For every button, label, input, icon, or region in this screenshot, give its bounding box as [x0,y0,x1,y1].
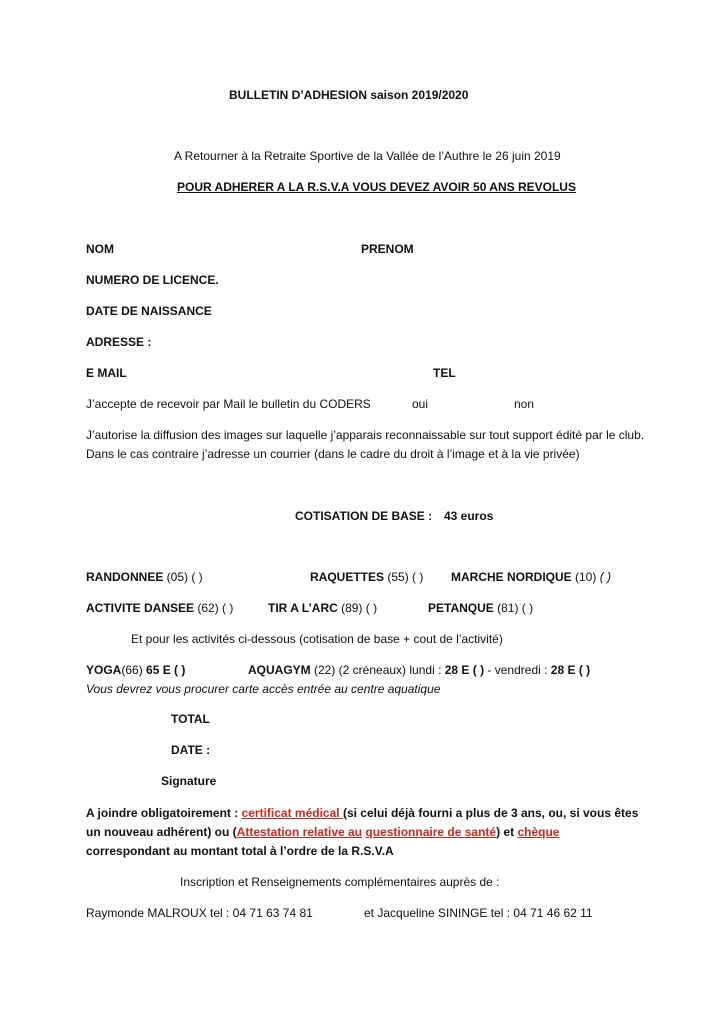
aquagym-lundi: 28 E ( ) [444,663,485,677]
activity-raquettes [310,569,423,585]
tel-label: TEL [433,366,456,380]
document-title: BULLETIN D’ADHESION saison 2019/2020 [229,88,469,102]
marche-name: MARCHE NORDIQUE [451,570,572,584]
aquagym-vendredi: 28 E ( ) [550,663,591,677]
activity-randonnee [86,569,203,585]
activity-danse [86,600,233,616]
contact-sininge: et Jacqueline SININGE tel : 04 71 46 62 11 [364,906,593,920]
nom-label: NOM [86,242,114,256]
activity-marche-nordique [451,569,611,585]
consent-non: non [514,397,535,411]
tir-name: TIR A L’ARC [268,601,338,615]
cheque-link: chèque [517,825,560,839]
randonnee-name: RANDONNEE [86,570,164,584]
raquettes-name: RAQUETTES [310,570,385,584]
consent-oui: oui [412,397,429,411]
naissance-label: DATE DE NAISSANCE [86,304,212,318]
marche-price: (10) [571,570,600,584]
licence-label: NUMERO DE LICENCE. [86,273,219,287]
aquagym-text: (22) (2 créneaux) lundi : [310,663,445,677]
adresse-label: ADRESSE : [86,335,152,349]
yoga-price: 65 E ( ) [146,663,186,677]
attestation-link: Attestation relative au [236,825,363,839]
total-label: TOTAL [171,712,210,726]
attachments-paragraph [86,804,646,861]
marche-box: ( ) [599,570,612,584]
contact-malroux: Raymonde MALROUX tel : 04 71 63 74 81 [86,906,313,920]
aquatic-note: Vous devrez vous procurer carte accès entrée au centre aquatique [86,682,441,696]
danse-price: (62) ( ) [194,601,234,615]
activity-aquagym [248,662,590,678]
mail-consent-text: J’accepte de recevoir par Mail le bulletin du CODERS [86,397,371,411]
tir-price: (89) ( ) [337,601,378,615]
cotisation-amount: 43 euros [444,509,494,523]
join-and: ) et [496,825,518,839]
petanque-price: (81) ( ) [493,601,534,615]
activity-yoga [86,662,185,678]
join-condition: (si celui déjà fourni a plus de 3 ans, ou, si vous êtes un nouveau adhérent) ou ( [86,806,639,839]
return-line: A Retourner à la Retraite Sportive de la Vallée de l’Authre le 26 juin 2019 [174,149,561,163]
certificat-medical: certificat médical [241,806,343,820]
info-line: Inscription et Renseignements complémentaires auprès de : [180,875,500,889]
questionnaire-link: questionnaire de santé [365,825,497,839]
aquagym-name: AQUAGYM [248,663,311,677]
join-end: correspondant au montant total à l’ordre de la R.S.V.A [86,844,394,858]
extra-activities-intro: Et pour les activités ci-dessous (cotisation de base + cout de l’activité) [131,632,503,646]
raquettes-price: (55) ( ) [384,570,424,584]
activity-petanque [428,600,533,616]
date-label: DATE : [171,743,211,757]
danse-name: ACTIVITE DANSEE [86,601,195,615]
prenom-label: PRENOM [361,242,414,256]
age-requirement: POUR ADHERER A LA R.S.V.A VOUS DEVEZ AVOIR 50 ANS REVOLUS [177,180,576,194]
yoga-code: (66) [121,663,147,677]
randonnee-price: (05) ( ) [163,570,203,584]
signature-label: Signature [161,774,217,788]
image-consent-text: J’autorise la diffusion des images sur laquelle j’apparais reconnaissable sur tout support édité par le club. Dans le cas contraire j’adresse un courrier (dans le cadre du droit à l’image et à la vie privée) [86,428,645,461]
email-label: E MAIL [86,366,127,380]
join-intro: A joindre obligatoirement : [86,806,242,820]
yoga-name: YOGA [86,663,122,677]
petanque-name: PETANQUE [428,601,494,615]
cotisation-label: COTISATION DE BASE : [295,509,433,523]
activity-tir-arc [268,600,377,616]
aquagym-vendredi-label: - vendredi : [484,663,551,677]
